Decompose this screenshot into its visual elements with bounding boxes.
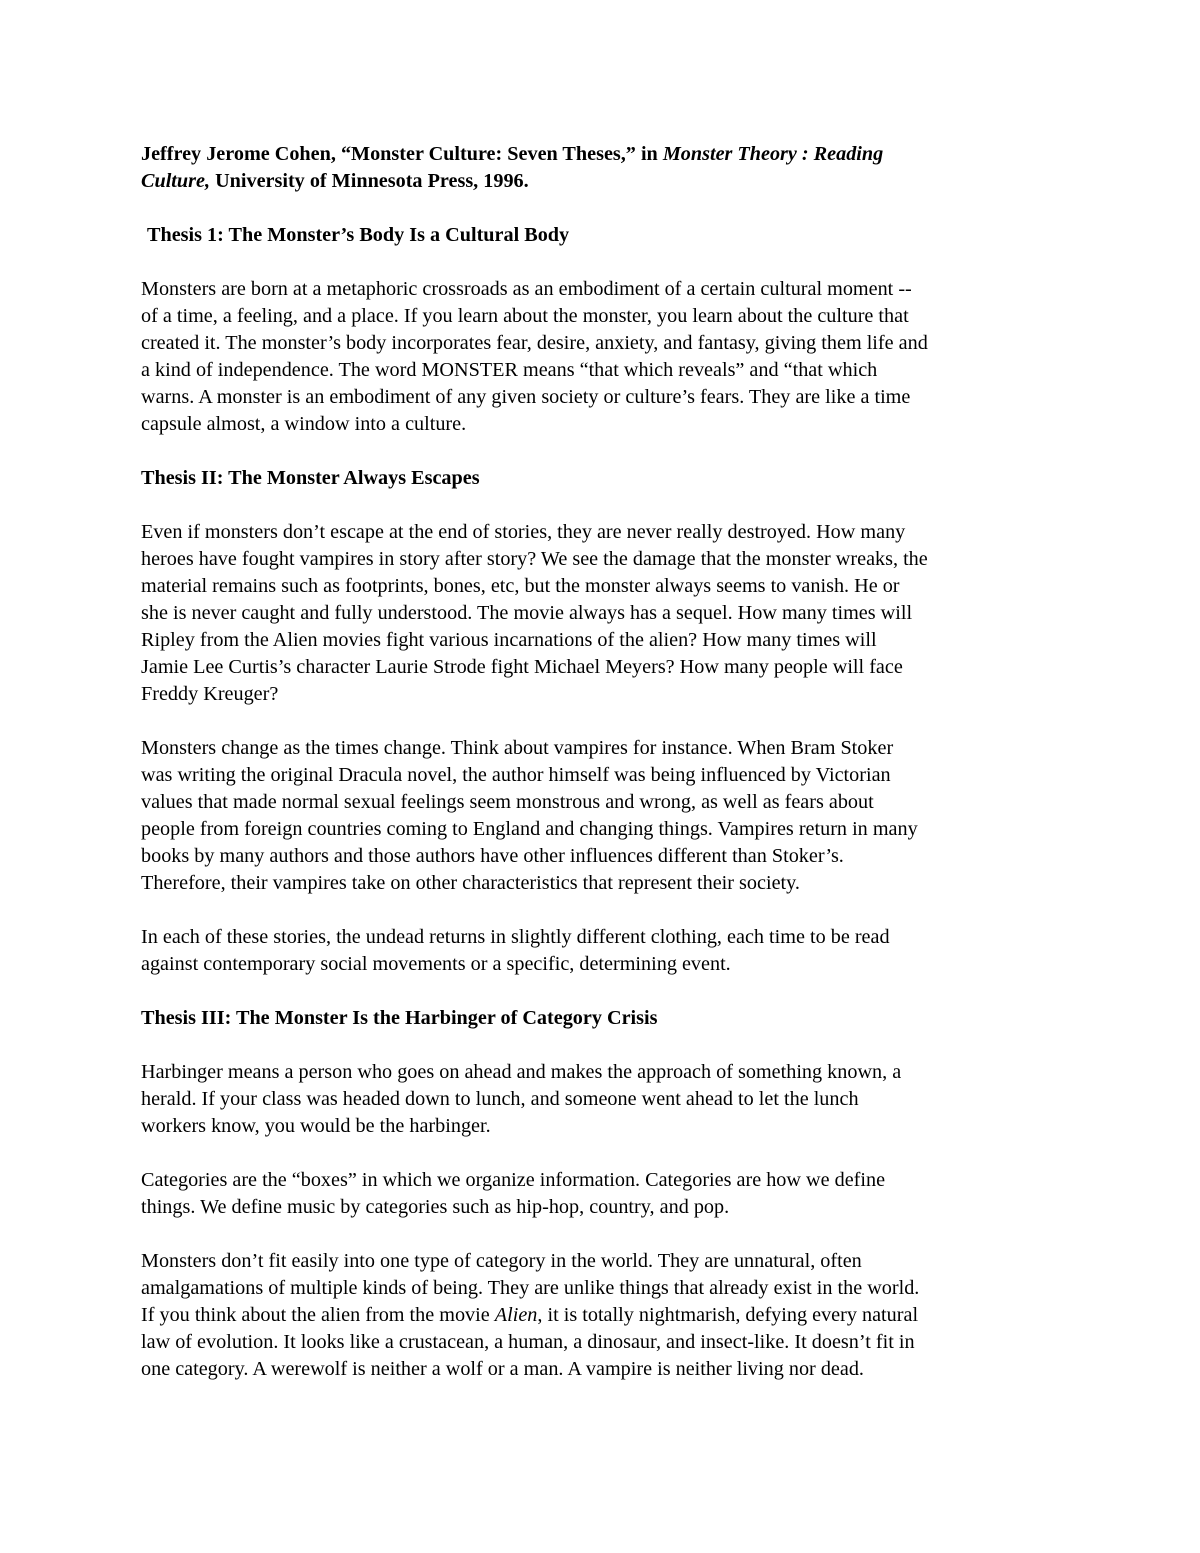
paragraph-line: she is never caught and fully understood. The movie always has a sequel. How many times will — [141, 602, 913, 624]
paragraph-line: amalgamations of multiple kinds of being. They are unlike things that already exist in the world. — [141, 1277, 920, 1299]
citation-line-1 — [141, 141, 1071, 168]
thesis-3-paragraph-1 — [141, 1059, 1071, 1140]
paragraph-line: Monsters don’t fit easily into one type of category in the world. They are unnatural, often — [141, 1250, 862, 1272]
paragraph-line: things. We define music by categories such as hip-hop, country, and pop. — [141, 1196, 730, 1218]
thesis-1-heading: Thesis 1: The Monster’s Body Is a Cultural Body — [147, 224, 570, 246]
citation-author-title: Jeffrey Jerome Cohen, “Monster Culture: Seven Theses,” in — [141, 143, 663, 165]
movie-title: Alien — [494, 1304, 538, 1326]
paragraph-line: Categories are the “boxes” in which we organize information. Categories are how we define — [141, 1169, 886, 1191]
spacer — [141, 195, 1071, 222]
text-run: , it is totally nightmarish, defying every natural — [537, 1304, 919, 1326]
paragraph-line: material remains such as footprints, bones, etc, but the monster always seems to vanish. He or — [141, 575, 900, 597]
paragraph-line: herald. If your class was headed down to lunch, and someone went ahead to let the lunch — [141, 1088, 859, 1110]
paragraph-line: of a time, a feeling, and a place. If you learn about the monster, you learn about the culture that — [141, 305, 909, 327]
paragraph-line: In each of these stories, the undead returns in slightly different clothing, each time to be read — [141, 926, 890, 948]
paragraph-line — [141, 1302, 1071, 1329]
thesis-3-paragraph-2 — [141, 1167, 1071, 1221]
paragraph-line: heroes have fought vampires in story after story? We see the damage that the monster wreaks, the — [141, 548, 928, 570]
paragraph-line: law of evolution. It looks like a crustacean, a human, a dinosaur, and insect-like. It doesn’t fit in — [141, 1331, 915, 1353]
paragraph-line: Freddy Kreuger? — [141, 683, 279, 705]
spacer — [141, 438, 1071, 465]
paragraph-line: one category. A werewolf is neither a wolf or a man. A vampire is neither living nor dead. — [141, 1358, 864, 1380]
paragraph-line: Monsters are born at a metaphoric crossroads as an embodiment of a certain cultural moment -- — [141, 278, 912, 300]
paragraph-line: people from foreign countries coming to England and changing things. Vampires return in many — [141, 818, 918, 840]
spacer — [141, 708, 1071, 735]
spacer — [141, 978, 1071, 1005]
citation-book-title-cont: Culture, — [141, 170, 211, 192]
spacer — [141, 1140, 1071, 1167]
thesis-2-paragraph-1 — [141, 519, 1071, 708]
thesis-2-paragraph-2 — [141, 735, 1071, 897]
spacer — [141, 492, 1071, 519]
paragraph-line: created it. The monster’s body incorporates fear, desire, anxiety, and fantasy, giving them life and — [141, 332, 928, 354]
thesis-3-paragraph-3 — [141, 1248, 1071, 1383]
citation-book-title: Monster Theory : Reading — [662, 143, 884, 165]
thesis-2-paragraph-3 — [141, 924, 1071, 978]
paragraph-line: Even if monsters don’t escape at the end of stories, they are never really destroyed. How many — [141, 521, 906, 543]
paragraph-line: books by many authors and those authors have other influences different than Stoker’s. — [141, 845, 844, 867]
paragraph-line: capsule almost, a window into a culture. — [141, 413, 467, 435]
paragraph-line: workers know, you would be the harbinger. — [141, 1115, 491, 1137]
spacer — [141, 1032, 1071, 1059]
citation-publisher: University of Minnesota Press, 1996. — [210, 170, 529, 192]
paragraph-line: Monsters change as the times change. Think about vampires for instance. When Bram Stoker — [141, 737, 894, 759]
citation-line-2 — [141, 168, 1071, 195]
paragraph-line: was writing the original Dracula novel, the author himself was being influenced by Victorian — [141, 764, 891, 786]
spacer — [141, 897, 1071, 924]
paragraph-line: Harbinger means a person who goes on ahead and makes the approach of something known, a — [141, 1061, 902, 1083]
paragraph-line: Ripley from the Alien movies fight various incarnations of the alien? How many times will — [141, 629, 877, 651]
spacer — [141, 249, 1071, 276]
document-page — [141, 141, 1071, 1383]
paragraph-line: Jamie Lee Curtis’s character Laurie Strode fight Michael Meyers? How many people will face — [141, 656, 903, 678]
text-run: If you think about the alien from the movie — [141, 1304, 495, 1326]
paragraph-line: against contemporary social movements or a specific, determining event. — [141, 953, 731, 975]
paragraph-line: a kind of independence. The word MONSTER means “that which reveals” and “that which — [141, 359, 878, 381]
thesis-3-heading: Thesis III: The Monster Is the Harbinger of Category Crisis — [141, 1007, 658, 1029]
paragraph-line: Therefore, their vampires take on other characteristics that represent their society. — [141, 872, 800, 894]
paragraph-line: warns. A monster is an embodiment of any given society or culture’s fears. They are like a time — [141, 386, 911, 408]
paragraph-line: values that made normal sexual feelings seem monstrous and wrong, as well as fears about — [141, 791, 874, 813]
spacer — [141, 1221, 1071, 1248]
thesis-2-heading: Thesis II: The Monster Always Escapes — [141, 467, 480, 489]
thesis-1-paragraph — [141, 276, 1071, 438]
citation — [141, 141, 1071, 195]
